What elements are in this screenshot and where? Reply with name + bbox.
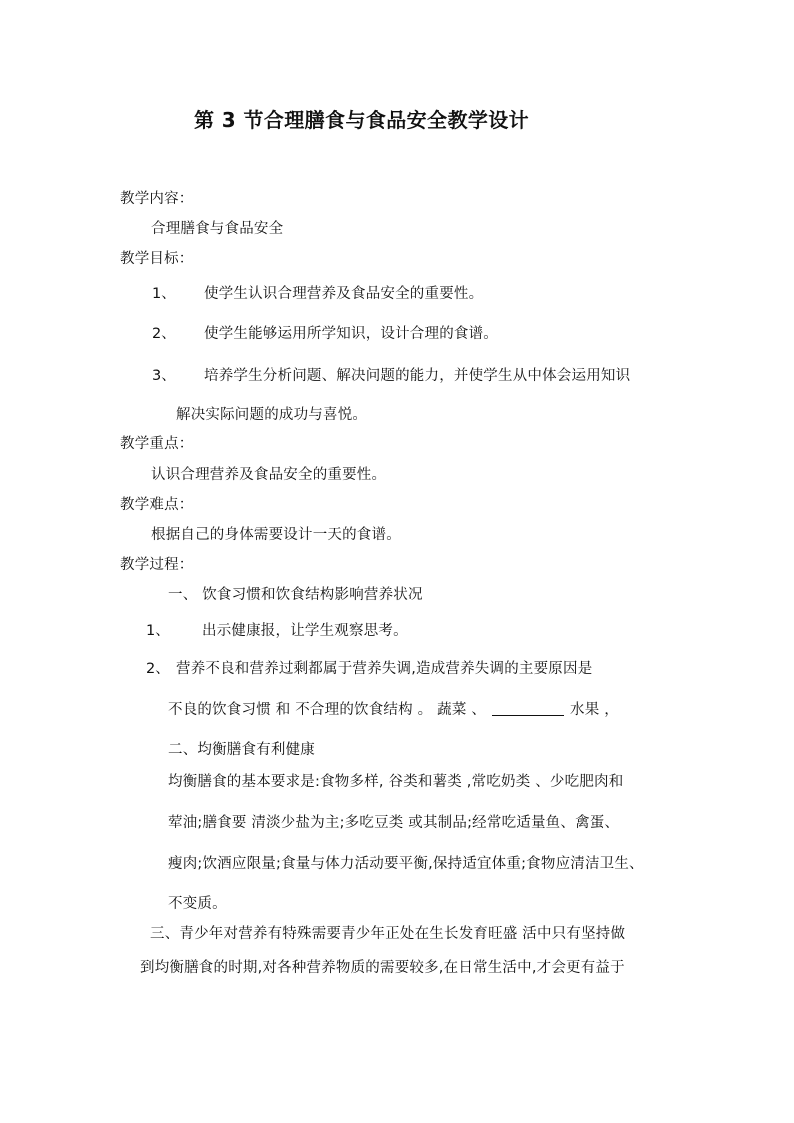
step-2-answer-text-b: 水果 ， [570,702,619,718]
step-2-answer-text-a: 不良的饮食习惯 和 不合理的饮食结构 。 蔬菜 、 [168,702,487,718]
goal-1-text: 使学生认识合理营养及食品安全的重要性。 [204,286,484,302]
step-2-text: 营养不良和营养过剩都属于营养失调,造成营养失调的主要原因是 [176,661,593,677]
goal-3-number: 3、 [152,368,176,384]
section-2-line: 瘦肉;饮酒应限量;食量与体力活动要平衡,保持适宜体重;食物应清洁卫生、 [168,856,644,872]
step-2-number: 2、 [146,661,170,677]
key-point-text: 认识合理营养及食品安全的重要性。 [151,467,387,483]
fill-in-blank[interactable] [492,701,564,716]
step-1-text: 出示健康报，让学生观察思考。 [202,623,408,639]
goal-2-number: 2、 [152,326,176,342]
goal-3-text: 培养学生分析问题、解决问题的能力，并使学生从中体会运用知识 [204,368,631,384]
difficulty-label: 教学难点： [120,497,194,513]
process-label: 教学过程： [120,557,194,573]
section-2-line: 均衡膳食的基本要求是:食物多样, 谷类和薯类 ,常吃奶类 、少吃肥肉和 [168,774,624,790]
section-3-line: 到均衡膳食的时期,对各种营养物质的需要较多,在日常生活中,才会更有益于 [140,960,625,976]
section-3-line: 三、青少年对营养有特殊需要青少年正处在生长发育旺盛 活中只有坚持做 [150,926,626,942]
goal-2-text: 使学生能够运用所学知识，设计合理的食谱。 [204,326,498,342]
step-2-answer-line [168,700,619,720]
content-text: 合理膳食与食品安全 [151,221,284,237]
page-title: 第 3 节合理膳食与食品安全教学设计 [194,108,530,132]
section-2-line: 不变质。 [168,896,227,912]
process-section-1-heading: 一、 饮食习惯和饮食结构影响营养状况 [168,587,423,603]
goals-label: 教学目标： [120,251,194,267]
process-section-2-heading: 二、均衡膳食有利健康 [168,742,315,758]
goal-3-continuation: 解决实际问题的成功与喜悦。 [176,407,368,423]
step-1-number: 1、 [146,623,170,639]
difficulty-text: 根据自己的身体需要设计一天的食谱。 [151,527,401,543]
key-point-label: 教学重点： [120,436,194,452]
goal-1-number: 1、 [152,286,176,302]
content-label: 教学内容： [120,191,194,207]
section-2-line: 荤油;膳食要 清淡少盐为主;多吃豆类 或其制品;经常吃适量鱼、禽蛋、 [168,815,620,831]
